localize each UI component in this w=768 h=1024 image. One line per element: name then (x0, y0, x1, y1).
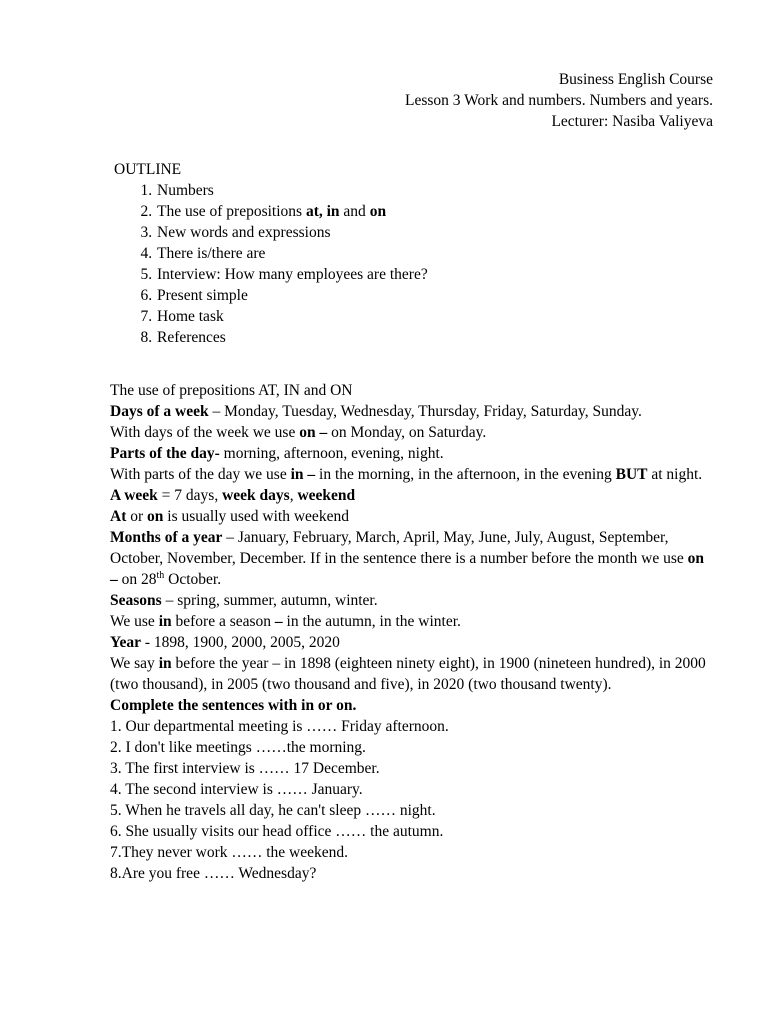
course-title: Business English Course (558, 71, 713, 88)
outline-item: 8. References (156, 327, 428, 348)
exercise-item: 1. Our departmental meeting is …… Friday afternoon. (110, 718, 449, 735)
week-paragraph: A week = 7 days, week days, weekend (110, 487, 356, 504)
exercise-item: 7.They never work …… the weekend. (110, 844, 349, 861)
weekend-usage: At or on is usually used with weekend (110, 508, 349, 525)
outline-title: OUTLINE (114, 161, 182, 178)
exercise-item: 2. I don't like meetings ……the morning. (110, 739, 366, 756)
document-header (405, 69, 713, 132)
days-usage: With days of the week we use on – on Monday, on Saturday. (110, 424, 487, 441)
outline-item: 7. Home task (156, 306, 428, 327)
exercise-item: 5. When he travels all day, he can't sleep …… night. (110, 802, 436, 819)
year-paragraph: Year - 1898, 1900, 2000, 2005, 2020 (110, 634, 340, 651)
exercise-title: Complete the sentences with in or on. (110, 697, 357, 714)
year-usage: We say in before the year – in 1898 (eighteen ninety eight), in 1900 (nineteen hundred), in 2000 (two thousand), in 2005 (two thousand and five), in 2020 (two thousand twenty). (110, 655, 706, 693)
parts-paragraph: Parts of the day- morning, afternoon, evening, night. (110, 445, 444, 462)
outline-item: 5. Interview: How many employees are there? (156, 264, 428, 285)
lesson-title: Lesson 3 Work and numbers. Numbers and years. (405, 92, 713, 109)
outline-item: 1. Numbers (156, 180, 428, 201)
months-paragraph: Months of a year – January, February, March, April, May, June, July, August, September, October, November, December. If in the sentence there is a number before the month we use on – on 28th October. (110, 529, 705, 588)
seasons-usage: We use in before a season – in the autumn, in the winter. (110, 613, 461, 630)
exercise-item: 8.Are you free …… Wednesday? (110, 865, 317, 882)
lesson-body (110, 380, 710, 884)
exercise-item: 3. The first interview is …… 17 December. (110, 760, 380, 777)
days-paragraph: Days of a week – Monday, Tuesday, Wednesday, Thursday, Friday, Saturday, Sunday. (110, 403, 642, 420)
section-heading: The use of prepositions AT, IN and ON (110, 382, 353, 399)
lecturer-name: Lecturer: Nasiba Valiyeva (551, 113, 713, 130)
exercise-item: 4. The second interview is …… January. (110, 781, 363, 798)
outline-item: 4. There is/there are (156, 243, 428, 264)
seasons-paragraph: Seasons – spring, summer, autumn, winter. (110, 592, 378, 609)
outline-item: 2. The use of prepositions at, in and on (156, 201, 428, 222)
outline-section (114, 159, 428, 348)
outline-item: 3. New words and expressions (156, 222, 428, 243)
exercise-item: 6. She usually visits our head office …… the autumn. (110, 823, 444, 840)
outline-list (114, 180, 428, 348)
parts-usage: With parts of the day we use in – in the morning, in the afternoon, in the evening BUT at night. (110, 466, 703, 483)
outline-item: 6. Present simple (156, 285, 428, 306)
